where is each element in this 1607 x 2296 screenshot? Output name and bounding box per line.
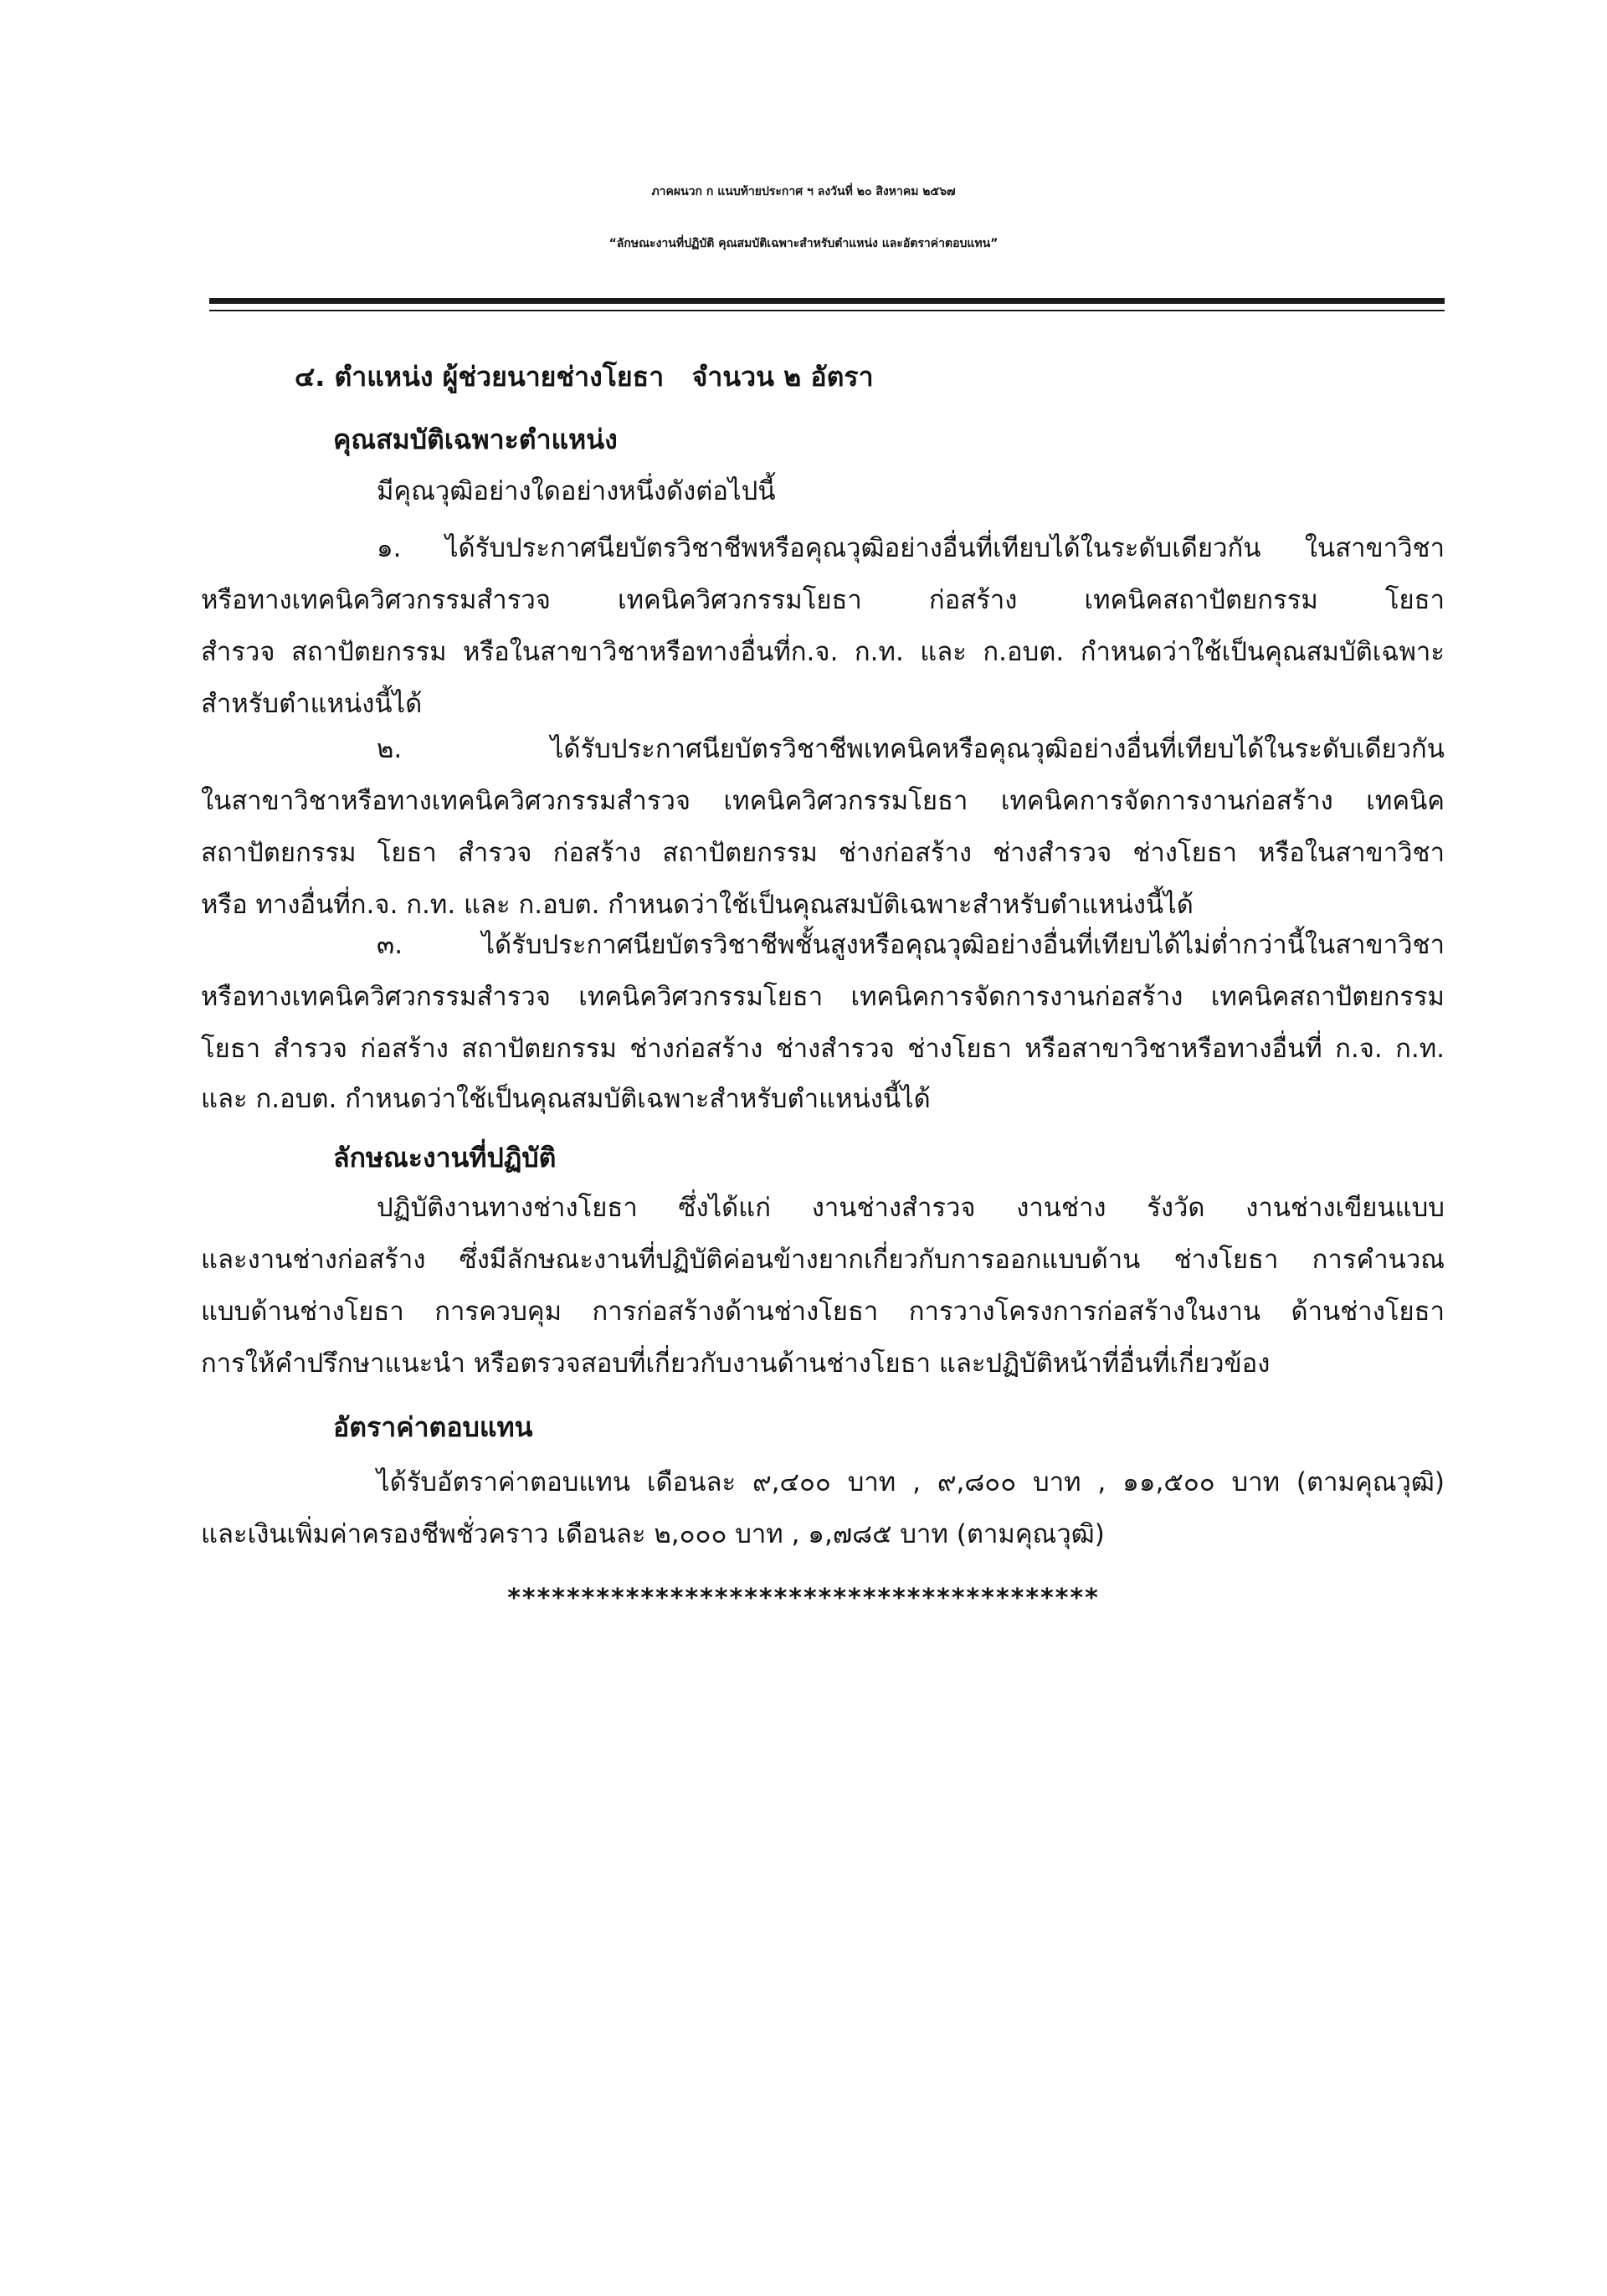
- qualification-item-1-line-3: สำรวจ สถาปัตยกรรม หรือในสาขาวิชาหรือทางอื่นที่ก.จ. ก.ท. และ ก.อบต. กำหนดว่าใช้เป็นคุณสมบัติเฉพาะ: [201, 637, 1445, 667]
- header-divider-thin: [209, 310, 1445, 311]
- header-annex-title: ภาคผนวก ก แนบท้ายประกาศ ฯ ลงวันที่ ๒๐ สิงหาคม ๒๕๖๗: [651, 185, 956, 198]
- qualifications-intro: มีคุณวุฒิอย่างใดอย่างหนึ่งดังต่อไปนี้: [377, 476, 776, 506]
- duties-heading: ลักษณะงานที่ปฏิบัติ: [333, 1142, 557, 1174]
- qualifications-heading: คุณสมบัติเฉพาะตำแหน่ง: [333, 424, 618, 455]
- duties-line-1: ปฏิบัติงานทางช่างโยธา ซึ่งได้แก่ งานช่างสำรวจ งานช่าง รังวัด งานช่างเขียนแบบ: [377, 1193, 1445, 1223]
- qualification-item-1-line-1: ๑. ได้รับประกาศนียบัตรวิชาชีพหรือคุณวุฒิอย่างอื่นที่เทียบได้ในระดับเดียวกัน ในสาขาวิชา: [377, 533, 1445, 563]
- qualification-item-2-line-2: ในสาขาวิชาหรือทางเทคนิควิศวกรรมสำรวจ เทคนิควิศวกรรมโยธา เทคนิคการจัดการงานก่อสร้าง เทคนิค: [201, 786, 1445, 816]
- compensation-line-2: และเงินเพิ่มค่าครองชีพชั่วคราว เดือนละ ๒,๐๐๐ บาท , ๑,๗๘๕ บาท (ตามคุณวุฒิ): [201, 1519, 1105, 1549]
- end-of-section-stars: ****************************************: [507, 1584, 1100, 1613]
- duties-line-2: และงานช่างก่อสร้าง ซึ่งมีลักษณะงานที่ปฏิบัติค่อนข้างยากเกี่ยวกับการออกแบบด้าน ช่างโยธา การคำนวณ: [201, 1245, 1445, 1275]
- qualification-item-2-line-1: ๒. ได้รับประกาศนียบัตรวิชาชีพเทคนิคหรือคุณวุฒิอย่างอื่นที่เทียบได้ในระดับเดียวกัน: [377, 734, 1445, 764]
- header-subtitle: “ลักษณะงานที่ปฏิบัติ คุณสมบัติเฉพาะสำหรับตำแหน่ง และอัตราค่าตอบแทน”: [608, 237, 999, 250]
- duties-line-4: การให้คำปรึกษาแนะนำ หรือตรวจสอบที่เกี่ยวกับงานด้านช่างโยธา และปฏิบัติหน้าที่อื่นที่เกี่ยวข้อง: [201, 1348, 1271, 1379]
- header-divider-thick: [209, 298, 1445, 304]
- qualification-item-1-line-2: หรือทางเทคนิควิศวกรรมสำรวจ เทคนิควิศวกรรมโยธา ก่อสร้าง เทคนิคสถาปัตยกรรม โยธา: [201, 585, 1445, 615]
- qualification-item-3-line-3: โยธา สำรวจ ก่อสร้าง สถาปัตยกรรม ช่างก่อสร้าง ช่างสำรวจ ช่างโยธา หรือสาขาวิชาหรือทางอื่นที่ ก.จ. ก.ท.: [201, 1034, 1445, 1064]
- compensation-line-1: ได้รับอัตราค่าตอบแทน เดือนละ ๙,๔๐๐ บาท , ๙,๘๐๐ บาท , ๑๑,๕๐๐ บาท (ตามคุณวุฒิ): [377, 1467, 1445, 1497]
- qualification-item-2-line-3: สถาปัตยกรรม โยธา สำรวจ ก่อสร้าง สถาปัตยกรรม ช่างก่อสร้าง ช่างสำรวจ ช่างโยธา หรือในสาขาวิชา: [201, 838, 1445, 868]
- qualification-item-3-line-1: ๓. ได้รับประกาศนียบัตรวิชาชีพชั้นสูงหรือคุณวุฒิอย่างอื่นที่เทียบได้ไม่ต่ำกว่านี้ในสาขาวิชา: [377, 930, 1445, 960]
- qualification-item-3-line-2: หรือทางเทคนิควิศวกรรมสำรวจ เทคนิควิศวกรรมโยธา เทคนิคการจัดการงานก่อสร้าง เทคนิคสถาปัตยกรรม: [201, 982, 1445, 1012]
- qualification-item-3-line-4: และ ก.อบต. กำหนดว่าใช้เป็นคุณสมบัติเฉพาะสำหรับตำแหน่งนี้ได้: [201, 1084, 931, 1114]
- qualification-item-1-line-4: สำหรับตำแหน่งนี้ได้: [201, 689, 423, 719]
- qualification-item-2-line-4: หรือ ทางอื่นที่ก.จ. ก.ท. และ ก.อบต. กำหนดว่าใช้เป็นคุณสมบัติเฉพาะสำหรับตำแหน่งนี้ได้: [201, 890, 1194, 920]
- position-heading: ๔. ตำแหน่ง ผู้ช่วยนายช่างโยธา จำนวน ๒ อัตรา: [295, 361, 874, 393]
- compensation-heading: อัตราค่าตอบแทน: [333, 1411, 533, 1443]
- duties-line-3: แบบด้านช่างโยธา การควบคุม การก่อสร้างด้านช่างโยธา การวางโครงการก่อสร้างในงาน ด้านช่างโยธา: [201, 1297, 1445, 1327]
